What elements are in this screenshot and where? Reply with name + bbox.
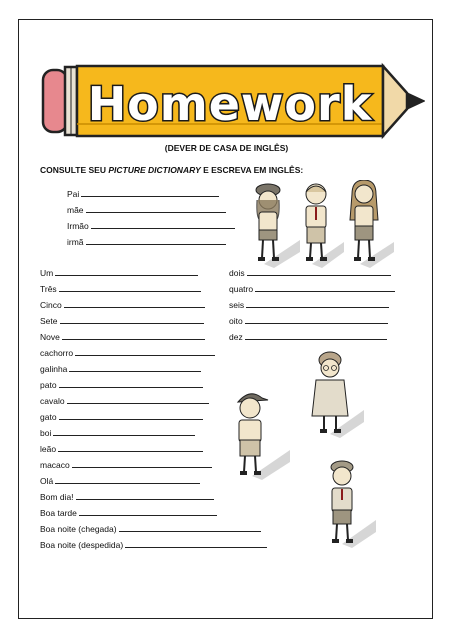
exercise-line-macaco — [40, 458, 212, 470]
answer-blank[interactable] — [60, 314, 204, 324]
exercise-word: dez — [229, 332, 243, 342]
answer-blank[interactable] — [86, 235, 226, 245]
exercise-line-leao — [40, 442, 203, 454]
exercise-word: seis — [229, 300, 245, 310]
exercise-word: irmã — [67, 237, 84, 247]
homework-title: Homework — [87, 77, 373, 131]
exercise-line-pato — [40, 378, 203, 390]
answer-blank[interactable] — [91, 219, 235, 229]
exercise-word: dois — [229, 268, 245, 278]
exercise-word: macaco — [40, 460, 70, 470]
exercise-line-boa-noite-chegada — [40, 522, 261, 534]
exercise-line-tres — [40, 282, 201, 294]
instruction — [40, 165, 303, 175]
exercise-line-nove — [40, 330, 205, 342]
exercise-word: Bom dia! — [40, 492, 74, 502]
girl-long-hair-illustration — [344, 180, 396, 268]
grandmother-illustration — [308, 350, 366, 438]
answer-blank[interactable] — [125, 538, 267, 548]
answer-blank[interactable] — [58, 442, 203, 452]
exercise-line-sete — [40, 314, 204, 326]
answer-blank[interactable] — [59, 282, 201, 292]
exercise-line-pai — [67, 187, 219, 199]
answer-blank[interactable] — [246, 298, 389, 308]
answer-blank[interactable] — [86, 203, 226, 213]
answer-blank[interactable] — [81, 187, 219, 197]
answer-blank[interactable] — [62, 330, 205, 340]
exercise-line-cavalo — [40, 394, 209, 406]
instruction-emphasis: PICTURE DICTIONARY — [108, 165, 201, 175]
exercise-line-oito — [229, 314, 388, 326]
exercise-word: Cinco — [40, 300, 62, 310]
exercise-word: cavalo — [40, 396, 65, 406]
grandfather-illustration — [322, 458, 378, 548]
answer-blank[interactable] — [69, 362, 201, 372]
exercise-word: quatro — [229, 284, 254, 294]
exercise-word: Irmão — [67, 221, 89, 231]
answer-blank[interactable] — [55, 266, 198, 276]
exercise-line-mae — [67, 203, 226, 215]
exercise-word: leão — [40, 444, 57, 454]
instruction-suffix: E ESCREVA EM INGLÊS: — [200, 165, 304, 175]
girl-cap-illustration — [244, 180, 302, 268]
answer-blank[interactable] — [245, 330, 387, 340]
answer-blank[interactable] — [119, 522, 261, 532]
exercise-word: boi — [40, 428, 52, 438]
boy-cap-illustration — [230, 388, 292, 480]
homework-pencil-banner — [41, 62, 425, 142]
exercise-word: Pai — [67, 189, 80, 199]
exercise-line-boa-tarde — [40, 506, 217, 518]
exercise-word: Olá — [40, 476, 54, 486]
exercise-line-boi — [40, 426, 195, 438]
exercise-line-cinco — [40, 298, 205, 310]
answer-blank[interactable] — [75, 346, 215, 356]
answer-blank[interactable] — [64, 298, 205, 308]
answer-blank[interactable] — [72, 458, 212, 468]
answer-blank[interactable] — [67, 394, 209, 404]
answer-blank[interactable] — [59, 378, 203, 388]
exercise-word: cachorro — [40, 348, 74, 358]
exercise-line-galinha — [40, 362, 201, 374]
exercise-line-um — [40, 266, 198, 278]
exercise-word: Boa tarde — [40, 508, 77, 518]
answer-blank[interactable] — [245, 314, 388, 324]
answer-blank[interactable] — [76, 490, 214, 500]
boy-illustration — [296, 180, 346, 268]
exercise-word: Boa noite (chegada) — [40, 524, 117, 534]
exercise-line-boa-noite-despedida — [40, 538, 267, 550]
exercise-word: Nove — [40, 332, 60, 342]
subtitle: (DEVER DE CASA DE INGLÊS) — [164, 143, 289, 153]
exercise-line-ola — [40, 474, 200, 486]
exercise-word: Um — [40, 268, 54, 278]
instruction-prefix: CONSULTE SEU — [40, 165, 109, 175]
exercise-word: mãe — [67, 205, 84, 215]
exercise-word: Boa noite (despedida) — [40, 540, 124, 550]
exercise-line-irma — [67, 235, 226, 247]
exercise-line-cachorro — [40, 346, 215, 358]
exercise-word: oito — [229, 316, 243, 326]
exercise-line-gato — [40, 410, 203, 422]
exercise-line-irmao — [67, 219, 235, 231]
exercise-line-seis — [229, 298, 389, 310]
answer-blank[interactable] — [55, 474, 200, 484]
answer-blank[interactable] — [59, 410, 203, 420]
exercise-word: pato — [40, 380, 57, 390]
exercise-line-dez — [229, 330, 387, 342]
exercise-line-quatro — [229, 282, 395, 294]
exercise-word: galinha — [40, 364, 68, 374]
exercise-word: Sete — [40, 316, 58, 326]
exercise-word: Três — [40, 284, 57, 294]
answer-blank[interactable] — [53, 426, 195, 436]
answer-blank[interactable] — [255, 282, 395, 292]
exercise-line-bom-dia — [40, 490, 214, 502]
answer-blank[interactable] — [79, 506, 217, 516]
exercise-word: gato — [40, 412, 57, 422]
